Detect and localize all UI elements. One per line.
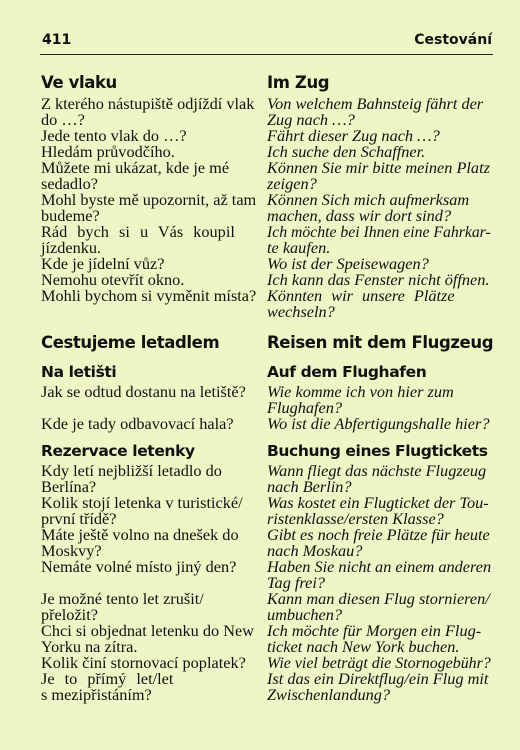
page-number: 411 [42, 32, 72, 48]
phrase-de: Wie viel beträgt die Stornogebühr? [267, 653, 491, 672]
phrase-cz: Chci si objednat letenku do New [41, 621, 254, 640]
phrase-cz: Kolik stojí letenka v turistické/ [41, 493, 243, 512]
phrase-de: Können Sie mir bitte meinen Platz [267, 158, 490, 177]
phrase-de: Fährt dieser Zug nach …? [267, 126, 440, 145]
phrase-de: Zwischenlandung? [267, 685, 391, 704]
phrase-de: Ist das ein Direktflug/ein Flug mit [267, 669, 489, 688]
heading-airport-de: Auf dem Flughafen [267, 363, 427, 381]
phrase-de: Zug nach …? [267, 110, 355, 129]
phrase-de: Von welchem Bahnsteig fährt der [267, 94, 484, 113]
phrase-de: machen, dass wir dort sind? [267, 206, 452, 225]
phrase-de: Wo ist der Speisewagen? [267, 254, 429, 273]
phrase-de: Flughafen? [267, 398, 343, 417]
phrase-de: Haben Sie nicht an einem anderen [267, 557, 492, 576]
phrase-de: wechseln? [267, 302, 335, 321]
phrase-cz: Mohli bychom si vyměnit místa? [41, 286, 257, 305]
phrase-cz: sedadlo? [41, 174, 98, 193]
phrase-cz: Jak se odtud dostanu na letiště? [41, 382, 246, 401]
phrase-de: umbuchen? [267, 605, 343, 624]
phrase-cz: Moskvy? [41, 541, 102, 560]
phrase-de: Ich kann das Fenster nicht öffnen. [267, 270, 490, 289]
phrase-cz: jízdenku. [41, 238, 102, 257]
phrase-cz: budeme? [41, 206, 100, 225]
phrase-cz: do …? [41, 110, 85, 129]
heading-plane-de: Reisen mit dem Flugzeug [267, 333, 494, 352]
phrase-cz: Berlína? [41, 477, 97, 496]
phrase-cz: Kolik činí stornovací poplatek? [41, 653, 246, 672]
phrase-cz: Je možné tento let zrušit/ [41, 589, 204, 608]
phrase-de: Ich möchte für Morgen ein Flug- [267, 621, 482, 640]
phrase-de: nach Berlin? [267, 477, 352, 496]
phrase-de: Ich suche den Schaffner. [267, 142, 426, 161]
phrase-cz: Kdy letí nejbližší letadlo do [41, 461, 222, 480]
heading-train-cz: Ve vlaku [41, 73, 117, 92]
phrase-cz: Kde je tady odbavovací hala? [41, 414, 234, 433]
phrase-cz: přeložit? [41, 605, 98, 624]
phrase-de: Könnten wir unsere Plätze [267, 286, 455, 305]
phrase-cz: Hledám průvodčího. [41, 142, 175, 161]
heading-booking-de: Buchung eines Flugtickets [267, 442, 488, 460]
phrase-de: Können Sich mich aufmerksam [267, 190, 470, 209]
phrase-de: Ich möchte bei Ihnen eine Fahrkar- [267, 222, 491, 241]
heading-airport-cz: Na letišti [41, 363, 117, 381]
phrase-de: Tag frei? [267, 573, 326, 592]
page-header [40, 30, 493, 55]
heading-train-de: Im Zug [267, 73, 330, 92]
phrase-de: zeigen? [267, 174, 317, 193]
phrase-cz: Rád bych si u Vás koupil [41, 222, 235, 241]
heading-plane-cz: Cestujeme letadlem [41, 333, 220, 352]
phrase-cz: Z kterého nástupiště odjíždí vlak [41, 94, 255, 113]
phrase-de: nach Moskau? [267, 541, 363, 560]
phrase-de: ristenklasse/ersten Klasse? [267, 509, 444, 528]
phrase-de: Wann fliegt das nächste Flugzeug [267, 461, 487, 480]
phrase-de: Wo ist die Abfertigungshalle hier? [267, 414, 490, 433]
phrase-de: Gibt es noch freie Plätze für heute [267, 525, 490, 544]
phrase-cz: s mezipřistáním? [41, 685, 152, 704]
phrase-cz: Jede tento vlak do …? [41, 126, 187, 145]
phrase-de: Kann man diesen Flug stornieren/ [267, 589, 490, 608]
phrase-cz: první třídě? [41, 509, 117, 528]
phrase-cz: Nemáte volné místo jiný den? [41, 557, 237, 576]
phrase-cz: Můžete mi ukázat, kde je mé [41, 158, 230, 177]
heading-booking-cz: Rezervace letenky [41, 442, 195, 460]
phrase-de: te kaufen. [267, 238, 331, 257]
phrase-cz: Mohl byste mě upozornit, až tam [41, 190, 257, 209]
phrase-cz: Nemohu otevřít okno. [41, 270, 185, 289]
phrase-cz: Yorku na zítra. [41, 637, 138, 656]
phrase-de: Was kostet ein Flugticket der Tou- [267, 493, 489, 512]
phrase-de: ticket nach New York buchen. [267, 637, 460, 656]
phrase-de: Wie komme ich von hier zum [267, 382, 454, 401]
phrase-cz: Kde je jídelní vůz? [41, 254, 165, 273]
phrase-cz: Máte ještě volno na dnešek do [41, 525, 239, 544]
phrase-cz: Je to přímý let/let [41, 669, 174, 688]
running-section-title: Cestování [414, 32, 492, 48]
